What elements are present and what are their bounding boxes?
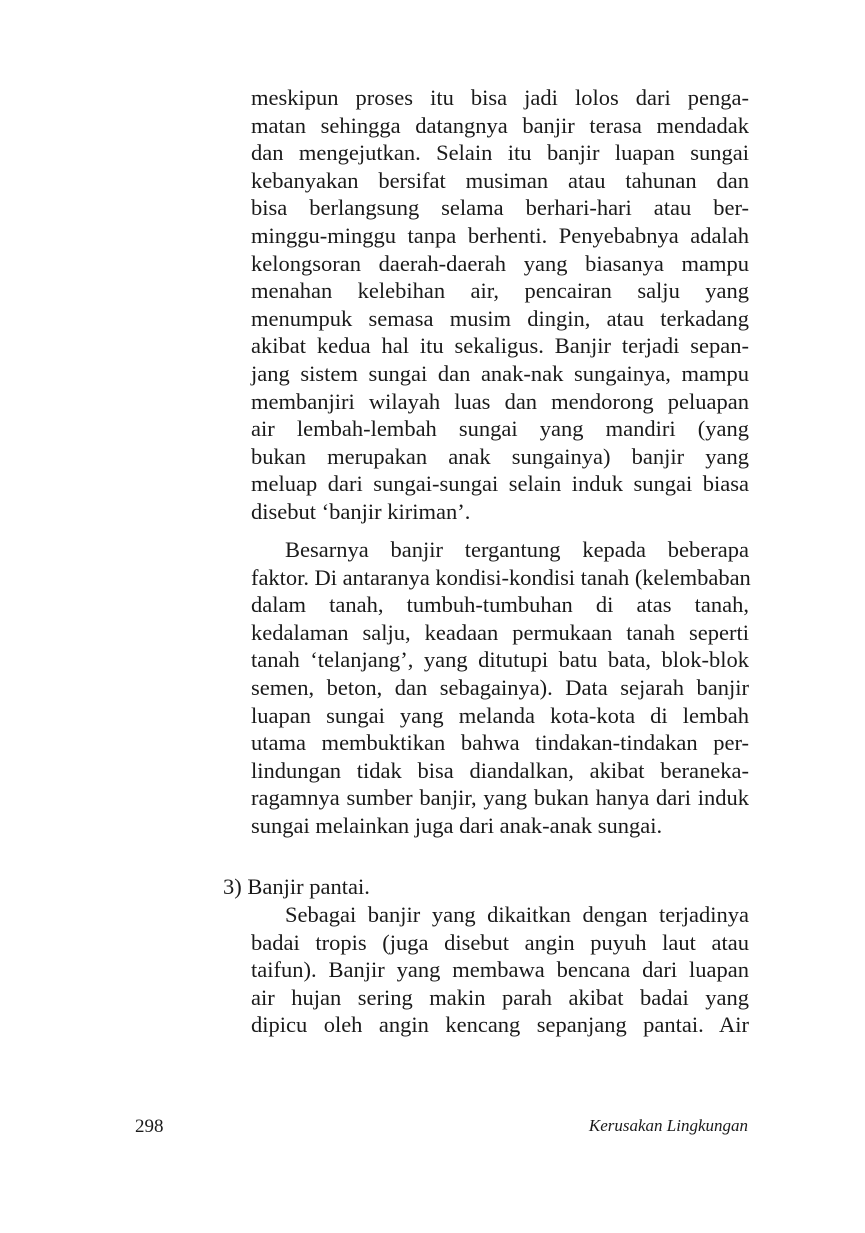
text-line: sungai melainkan juga dari anak-anak sungai. [251,812,663,838]
text-line: luapan sungai yang melanda kota-kota di lembah [251,702,749,728]
text-line: kedalaman salju, keadaan permukaan tanah seperti [251,619,749,645]
section-heading: 3) Banjir pantai. [223,874,370,899]
paragraph-continued [251,84,749,526]
text-line: dalam tanah, tumbuh-tumbuhan di atas tanah, [251,592,749,618]
text-line: kebanyakan bersifat musiman atau tahunan dan [251,167,749,193]
text-line: akibat kedua hal itu sekaligus. Banjir terjadi sepan- [251,333,749,359]
text-line: utama membuktikan bahwa tindakan-tindakan per- [251,730,749,756]
text-line: Besarnya banjir tergantung kepada beberapa [285,537,749,562]
text-line: lindungan tidak bisa diandalkan, akibat beraneka- [251,757,749,783]
running-footer-title: Kerusakan Lingkungan [588,1116,748,1135]
paragraph-flood-factors [251,536,749,840]
text-line: disebut ‘banjir kiriman’. [251,498,471,524]
text-line: air hujan sering makin parah akibat badai yang [251,984,749,1010]
paragraph-coastal-flood [251,901,749,1039]
text-line: minggu-minggu tanpa berhenti. Penyebabnya adalah [251,222,749,248]
text-line: kelongsoran daerah-daerah yang biasanya mampu [251,250,749,276]
text-line: bisa berlangsung selama berhari-hari atau ber- [251,195,749,221]
text-line: meskipun proses itu bisa jadi lolos dari penga- [251,85,749,110]
text-line: dan mengejutkan. Selain itu banjir luapan sungai [251,140,749,166]
text-line: Sebagai banjir yang dikaitkan dengan terjadinya [285,902,749,927]
text-line: menahan kelebihan air, pencairan salju yang [251,278,749,304]
text-line: meluap dari sungai-sungai selain induk sungai biasa [251,471,749,497]
text-line: faktor. Di antaranya kondisi-kondisi tanah (kelembaban [251,564,751,590]
text-line: dipicu oleh angin kencang sepanjang pantai. Air [251,1012,749,1038]
text-line: jang sistem sungai dan anak-nak sungainya, mampu [251,360,749,386]
text-line: membanjiri wilayah luas dan mendorong peluapan [251,388,749,414]
text-line: badai tropis (juga disebut angin puyuh laut atau [251,929,749,955]
text-line: menumpuk semasa musim dingin, atau terkadang [251,305,749,331]
text-line: air lembah-lembah sungai yang mandiri (yang [251,416,749,442]
text-line: semen, beton, dan sebagainya). Data sejarah banjir [251,674,749,700]
text-line: bukan merupakan anak sungainya) banjir yang [251,443,749,469]
text-line: matan sehingga datangnya banjir terasa mendadak [251,112,749,138]
text-line: ragamnya sumber banjir, yang bukan hanya dari induk [251,785,749,811]
text-line: taifun). Banjir yang membawa bencana dari luapan [251,957,749,983]
page-number: 298 [135,1116,164,1137]
text-line: tanah ‘telanjang’, yang ditutupi batu bata, blok-blok [251,647,749,673]
